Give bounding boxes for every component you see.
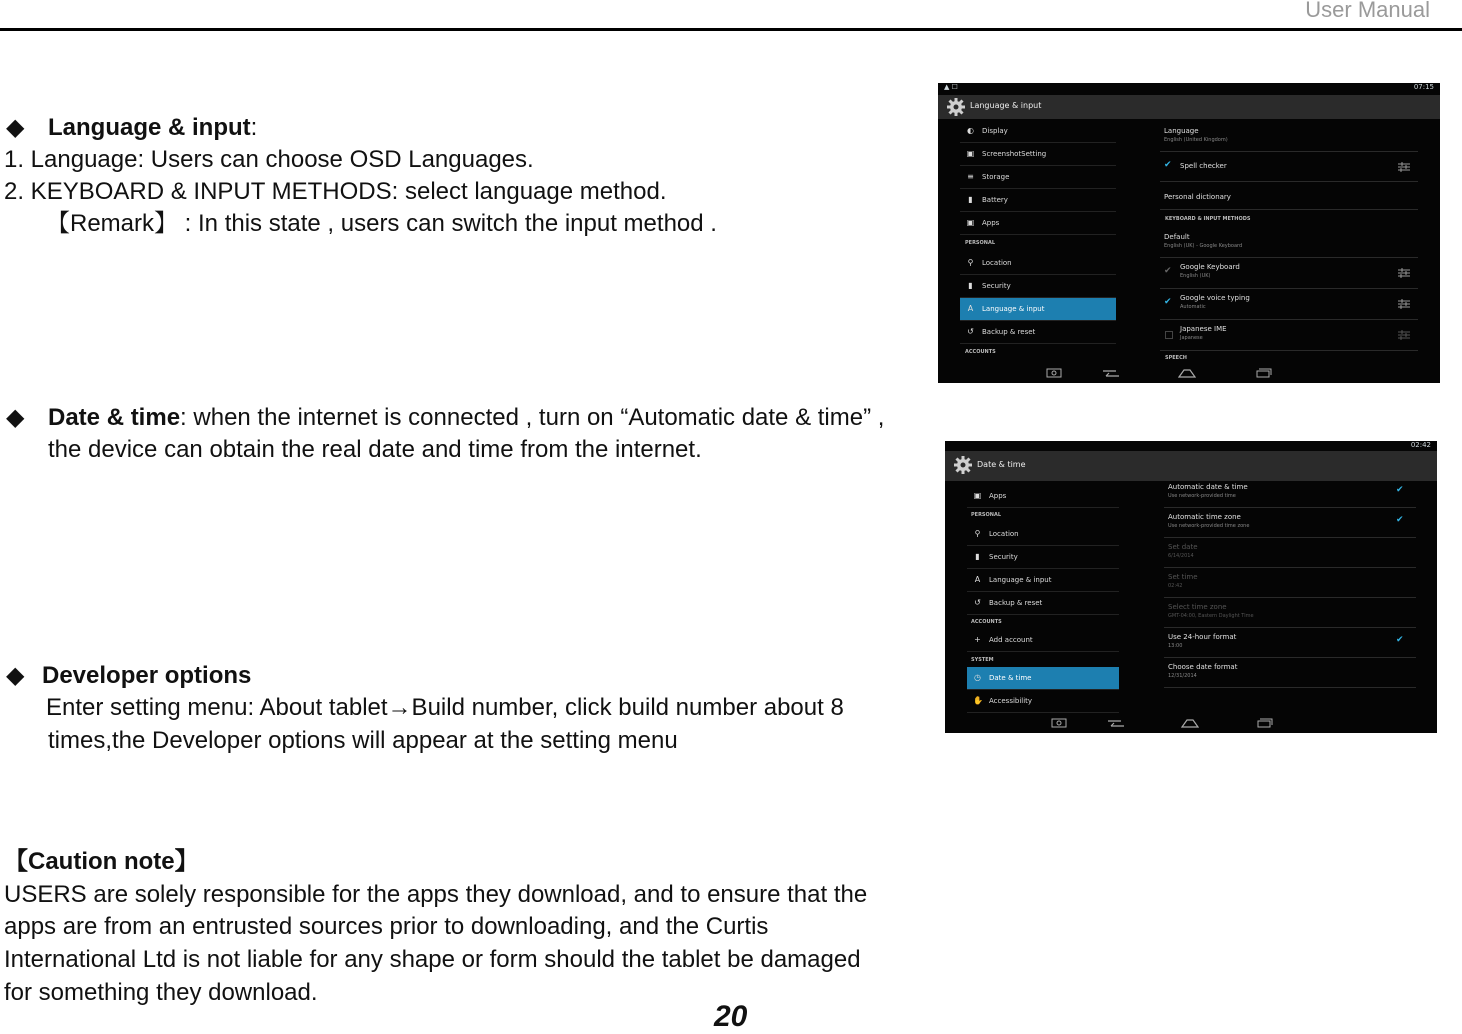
back-icon[interactable] [1107,718,1125,728]
menu-add-account[interactable]: + Add account [967,629,1119,652]
default-keyboard[interactable]: Default English (UK) - Google Keyboard [1160,229,1418,258]
menu-language-input[interactable]: A Language & input [960,298,1116,321]
check-icon: ✔ [1164,266,1172,276]
caution-heading: 【Caution note】 [4,848,199,875]
menu-accessibility[interactable]: ✋ Accessibility [967,690,1119,713]
menu-date-time[interactable]: ◷ Date & time [967,667,1119,690]
section-accounts: ACCOUNTS [971,619,1002,625]
battery-icon: ▮ [968,195,973,204]
location-icon: ⚲ [967,258,974,267]
menu-location[interactable]: ⚲ Location [967,523,1119,546]
menu-screenshot-setting[interactable]: ▣ ScreenshotSetting [960,143,1116,166]
language-icon: A [974,575,981,584]
camera-icon: ▣ [966,149,975,158]
backup-icon: ↺ [967,327,974,336]
status-bar [938,83,1440,93]
language-remark: 【Remark】 : In this state , users can switch the input method . [46,210,717,237]
screenshot-language-input [938,83,1440,383]
home-icon[interactable] [1178,368,1196,378]
lock-icon: ▮ [975,552,980,561]
recents-icon[interactable] [1256,368,1272,378]
recents-icon[interactable] [1257,718,1273,728]
clock-icon: ◷ [974,673,981,682]
status-time: 07:15 [1413,83,1434,91]
datetime-line-2: the device can obtain the real date and time from the internet. [48,436,702,463]
datetime-text: : when the internet is connected , turn on “Automatic date & time” , [180,404,885,431]
menu-backup-reset[interactable]: ↺ Backup & reset [960,321,1116,344]
settings-sliders-icon[interactable] [1398,268,1410,278]
settings-gear-icon [946,97,966,117]
language-item-2: 2. KEYBOARD & INPUT METHODS: select language method. [4,178,667,205]
caution-line-4: for something they download. [4,979,318,1006]
automatic-date-time[interactable]: Automatic date & time Use network-provided time ✔ [1164,479,1416,508]
action-bar [945,451,1437,481]
menu-battery[interactable]: ▮ Battery [960,189,1116,212]
header-title: User Manual [1305,0,1430,22]
menu-security[interactable]: ▮ Security [960,275,1116,298]
menu-backup-reset[interactable]: ↺ Backup & reset [967,592,1119,615]
caution-line-3: International Ltd is not liable for any shape or form should the tablet be damaged [4,946,861,973]
section-accounts: ACCOUNTS [965,349,996,355]
status-bar [945,441,1437,451]
japanese-ime[interactable]: Japanese IME Japanese [1160,321,1418,351]
language-heading-suffix: : [250,114,258,141]
menu-apps[interactable]: ▣ Apps [960,212,1116,235]
developer-heading: Developer options [42,662,252,689]
personal-dictionary[interactable]: Personal dictionary [1160,185,1418,210]
settings-sliders-icon[interactable] [1398,299,1410,309]
section-speech: SPEECH [1165,355,1187,361]
bullet-developer: ◆ [6,662,25,689]
set-time: Set time 02:42 [1164,569,1416,598]
menu-security[interactable]: ▮ Security [967,546,1119,569]
apps-icon: ▣ [973,491,982,500]
menu-apps[interactable]: ▣ Apps [967,485,1119,508]
check-icon: ✔ [1396,485,1404,495]
status-time: 02:42 [1410,441,1431,449]
settings-sliders-icon[interactable] [1398,330,1410,340]
datetime-line-1 [48,404,884,432]
backup-icon: ↺ [974,598,981,607]
check-icon: ✔ [1164,297,1172,307]
bullet-language: ◆ [6,114,25,141]
menu-storage[interactable]: ≡ Storage [960,166,1116,189]
location-icon: ⚲ [974,529,981,538]
automatic-time-zone[interactable]: Automatic time zone Use network-provided time zone ✔ [1164,509,1416,538]
bullet-datetime: ◆ [6,404,25,431]
section-personal: PERSONAL [965,240,996,246]
google-keyboard[interactable]: ✔ Google Keyboard English (UK) [1160,259,1418,289]
language-heading: Language & input [48,114,251,141]
header-rule [0,28,1462,31]
spell-checker-setting[interactable]: ✔ Spell checker [1160,153,1418,182]
menu-location[interactable]: ⚲ Location [960,252,1116,275]
language-setting[interactable]: Language English (United Kingdom) [1160,123,1418,152]
select-time-zone: Select time zone GMT-04:00, Eastern Daylight Time [1164,599,1416,628]
checkbox-empty [1165,331,1173,339]
nav-bar [945,711,1437,733]
section-system: SYSTEM [971,657,994,663]
hand-icon: ✋ [973,696,983,705]
caution-line-1: USERS are solely responsible for the apps they download, and to ensure that the [4,881,868,908]
check-icon: ✔ [1396,635,1404,645]
language-icon: A [967,304,974,313]
screenshot-icon[interactable] [1046,368,1062,378]
screenshot-date-time [945,441,1437,733]
section-keyboard: KEYBOARD & INPUT METHODS [1165,216,1251,222]
screenshot-icon[interactable] [1051,718,1067,728]
home-icon[interactable] [1181,718,1199,728]
use-24-hour-format[interactable]: Use 24-hour format 13:00 ✔ [1164,629,1416,658]
menu-display[interactable]: ◐ Display [960,120,1116,143]
display-icon: ◐ [967,126,974,135]
check-icon: ✔ [1164,160,1172,170]
action-bar [938,95,1440,119]
nav-bar [938,361,1440,383]
choose-date-format[interactable]: Choose date format 12/31/2014 [1164,659,1416,688]
action-bar-title: Date & time [977,460,1026,469]
action-bar-title: Language & input [970,101,1042,110]
settings-gear-icon [953,455,973,475]
set-date: Set date 6/14/2014 [1164,539,1416,568]
developer-line-2: times,the Developer options will appear at the setting menu [48,727,678,754]
plus-icon: + [974,635,981,644]
apps-icon: ▣ [966,218,975,227]
section-personal: PERSONAL [971,512,1002,518]
developer-line-1: Enter setting menu: About tablet→Build number, click build number about 8 [46,694,844,721]
caution-line-2: apps are from an entrusted sources prior to downloading, and the Curtis [4,913,769,940]
google-voice-typing[interactable]: ✔ Google voice typing Automatic [1160,290,1418,320]
language-item-1: 1. Language: Users can choose OSD Languages. [4,146,534,173]
menu-language-input[interactable]: A Language & input [967,569,1119,592]
language-heading-line [48,114,257,142]
settings-sliders-icon[interactable] [1398,162,1410,172]
check-icon: ✔ [1396,515,1404,525]
datetime-heading: Date & time [48,404,181,431]
back-icon[interactable] [1102,368,1120,378]
storage-icon: ≡ [967,172,974,181]
lock-icon: ▮ [968,281,973,290]
page-number: 20 [714,1000,748,1033]
status-left: ▲ ☐ [944,83,958,91]
